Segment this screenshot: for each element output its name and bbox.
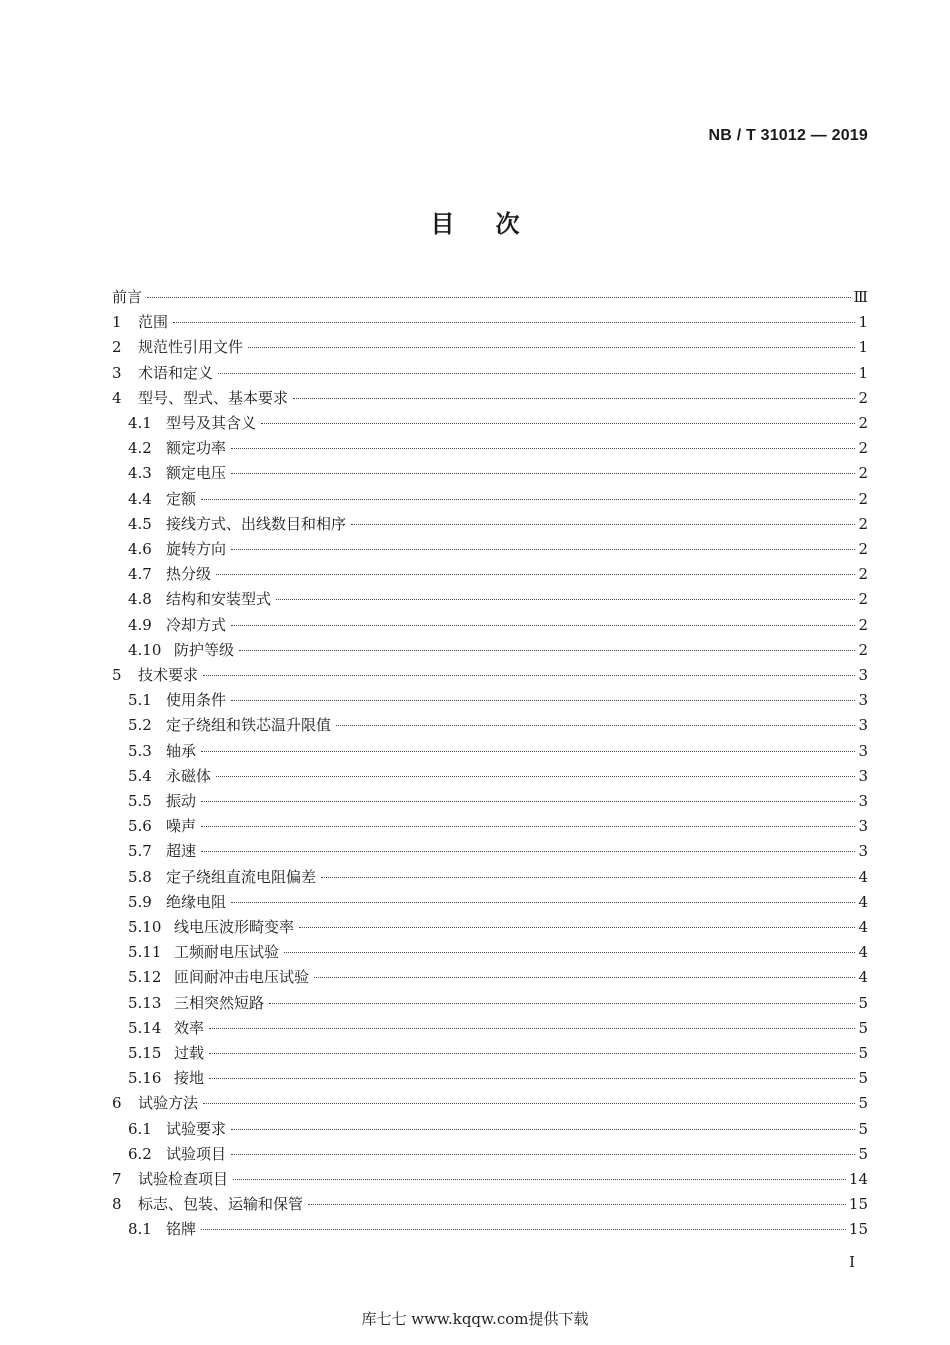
- toc-entry-page: 1: [858, 313, 868, 332]
- toc-entry-page: 4: [858, 892, 868, 911]
- title-char-1: 目: [430, 210, 455, 238]
- dot-leader: [308, 1204, 846, 1205]
- toc-entry-number: 5.12: [128, 968, 162, 987]
- page-number: I: [849, 1253, 855, 1271]
- dot-leader: [203, 1103, 855, 1104]
- dot-leader: [218, 373, 855, 374]
- toc-entry-label: 振动: [166, 792, 197, 810]
- toc-entry-label: 试验要求: [166, 1119, 227, 1138]
- dot-leader: [293, 398, 855, 399]
- toc-entry-label: 接地: [174, 1069, 205, 1088]
- toc-entry-number: 8: [112, 1195, 122, 1214]
- toc-entry-label: 三相突然短路: [174, 993, 265, 1012]
- dot-leader: [233, 1179, 846, 1180]
- toc-entry[interactable]: [0, 1066, 950, 1091]
- toc-entry-label: 轴承: [166, 741, 197, 760]
- toc-entry-page: 2: [858, 615, 868, 634]
- toc-entry-label: 线电压波形畸变率: [174, 918, 295, 936]
- toc-entry[interactable]: [0, 663, 950, 688]
- dot-leader: [173, 322, 855, 323]
- toc-entry-page: 3: [858, 741, 868, 760]
- dot-leader: [321, 877, 855, 878]
- toc-entry[interactable]: [0, 940, 950, 965]
- toc-entry[interactable]: [0, 411, 950, 436]
- toc-entry[interactable]: [0, 461, 950, 486]
- dot-leader: [203, 675, 855, 676]
- toc-entry[interactable]: [0, 839, 950, 864]
- toc-entry-label: 绝缘电阻: [166, 892, 227, 911]
- toc-entry-label: 工频耐电压试验: [174, 943, 280, 962]
- toc-entry-page: 15: [848, 1195, 868, 1214]
- toc-entry[interactable]: [0, 310, 950, 335]
- toc-entry[interactable]: [0, 1217, 950, 1242]
- dot-leader: [231, 700, 855, 701]
- toc-entry-number: 5: [112, 666, 122, 684]
- toc-entry-number: 4.8: [128, 590, 152, 609]
- toc-entry-label: 结构和安装型式: [166, 590, 272, 609]
- toc-entry-number: 4.3: [128, 464, 152, 483]
- toc-entry[interactable]: [0, 487, 950, 512]
- toc-entry[interactable]: [0, 688, 950, 713]
- toc-entry-page: 2: [858, 414, 868, 432]
- dot-leader: [201, 751, 855, 752]
- dot-leader: [216, 776, 855, 777]
- toc-entry-label: 额定功率: [166, 439, 227, 458]
- toc-entry-page: 5: [858, 1018, 868, 1037]
- toc-entry[interactable]: [0, 512, 950, 537]
- toc-entry-label: 匝间耐冲击电压试验: [174, 968, 310, 987]
- toc-entry[interactable]: [0, 890, 950, 915]
- toc-entry-number: 4.6: [128, 540, 152, 558]
- toc-entry-label: 定子绕组直流电阻偏差: [166, 867, 317, 886]
- toc-entry-label: 过载: [174, 1044, 205, 1062]
- toc-entry-page: 4: [858, 968, 868, 987]
- toc-entry-page: 5: [858, 1069, 868, 1088]
- toc-entry-page: 3: [858, 792, 868, 810]
- toc-entry[interactable]: [0, 386, 950, 411]
- toc-entry[interactable]: [0, 638, 950, 663]
- toc-entry[interactable]: [0, 1117, 950, 1142]
- dot-leader: [284, 952, 855, 953]
- toc-entry-number: 4.10: [128, 640, 162, 659]
- dot-leader: [201, 851, 855, 852]
- page-title: [0, 204, 950, 239]
- toc-entry-page: 2: [858, 439, 868, 458]
- toc-entry-number: 6.1: [128, 1119, 152, 1138]
- toc-entry-label: 试验项目: [166, 1144, 227, 1163]
- toc-entry-page: 2: [858, 489, 868, 508]
- toc-entry-label: 使用条件: [166, 691, 227, 710]
- toc-entry-label: 额定电压: [166, 464, 227, 483]
- toc-entry-number: 5.6: [128, 817, 152, 836]
- toc-entry-number: 5.11: [128, 943, 162, 962]
- toc-entry[interactable]: [0, 285, 950, 310]
- toc-entry-number: 4.9: [128, 615, 152, 634]
- dot-leader: [248, 347, 855, 348]
- toc-entry-number: 8.1: [128, 1220, 152, 1239]
- toc-entry-label: 型号及其含义: [166, 414, 257, 432]
- toc-entry-label: 效率: [174, 1018, 205, 1037]
- toc-entry-page: 5: [858, 1144, 868, 1163]
- toc-entry-number: 4.1: [128, 414, 152, 432]
- toc-entry[interactable]: [0, 1192, 950, 1217]
- toc-entry-page: 2: [858, 590, 868, 609]
- toc-entry-page: 1: [858, 363, 868, 382]
- toc-entry-label: 永磁体: [166, 766, 212, 785]
- toc-entry-number: 5.8: [128, 867, 152, 886]
- toc-entry[interactable]: [0, 1016, 950, 1041]
- toc-entry[interactable]: [0, 739, 950, 764]
- dot-leader: [231, 625, 855, 626]
- toc-entry[interactable]: [0, 1167, 950, 1192]
- toc-entry-number: 2: [112, 338, 122, 357]
- watermark-text: 库七七 www.kqqw.com提供下载: [361, 1310, 589, 1328]
- toc-entry-number: 5.4: [128, 766, 152, 785]
- toc-entry-page: 2: [858, 540, 868, 558]
- toc-entry-number: 5.9: [128, 892, 152, 911]
- toc-entry-page: 3: [858, 766, 868, 785]
- toc-entry-number: 4.5: [128, 514, 152, 533]
- toc-entry[interactable]: [0, 764, 950, 789]
- toc-entry-page: 2: [858, 388, 868, 407]
- toc-entry[interactable]: [0, 436, 950, 461]
- dot-leader: [201, 1229, 846, 1230]
- toc-entry[interactable]: [0, 713, 950, 738]
- toc-entry[interactable]: [0, 1041, 950, 1066]
- toc-entry[interactable]: [0, 1091, 950, 1116]
- title-char-2: 次: [495, 210, 520, 238]
- toc-entry-label: 铭牌: [166, 1220, 197, 1239]
- toc-entry-page: 3: [858, 716, 868, 735]
- toc-entry-page: 15: [848, 1220, 868, 1239]
- dot-leader: [201, 499, 855, 500]
- toc-entry-number: 4: [112, 388, 122, 407]
- toc-entry-page: 2: [858, 464, 868, 483]
- toc-entry[interactable]: [0, 587, 950, 612]
- toc-entry-number: 4.7: [128, 565, 152, 584]
- toc-entry-page: 3: [858, 842, 868, 861]
- toc-entry[interactable]: [0, 865, 950, 890]
- toc-entry-page: 4: [858, 943, 868, 962]
- toc-entry-page: 5: [858, 1119, 868, 1138]
- toc-entry-number: 4.4: [128, 489, 152, 508]
- toc-entry-number: 5.5: [128, 792, 152, 810]
- dot-leader: [209, 1078, 855, 1079]
- dot-leader: [231, 1154, 855, 1155]
- toc-entry-number: 5.7: [128, 842, 152, 861]
- dot-leader: [336, 725, 855, 726]
- toc-entry-page: 14: [848, 1170, 868, 1188]
- toc-entry-page: 5: [858, 1094, 868, 1113]
- toc-entry-label: 噪声: [166, 817, 197, 836]
- toc-entry-label: 冷却方式: [166, 615, 227, 634]
- dot-leader: [314, 977, 855, 978]
- toc-entry-label: 前言: [112, 288, 143, 306]
- dot-leader: [269, 1003, 855, 1004]
- standard-code: NB / T 31012 — 2019: [708, 127, 868, 144]
- toc-entry-page: 3: [858, 691, 868, 710]
- toc-entry[interactable]: [0, 361, 950, 386]
- toc-entry[interactable]: [0, 335, 950, 360]
- toc-entry-page: 2: [858, 514, 868, 533]
- toc-entry-page: 3: [858, 666, 868, 684]
- toc-entry-number: 5.10: [128, 918, 162, 936]
- dot-leader: [201, 826, 855, 827]
- dot-leader: [351, 524, 855, 525]
- toc-entry-page: 5: [858, 1044, 868, 1062]
- toc-entry[interactable]: [0, 537, 950, 562]
- toc-entry-page: Ⅲ: [853, 288, 868, 306]
- dot-leader: [239, 650, 855, 651]
- toc-entry-number: 5.13: [128, 993, 162, 1012]
- dot-leader: [231, 1129, 855, 1130]
- toc-entry-label: 试验方法: [138, 1094, 199, 1113]
- toc-entry[interactable]: [0, 613, 950, 638]
- dot-leader: [209, 1053, 855, 1054]
- dot-leader: [276, 599, 855, 600]
- toc-entry-page: 2: [858, 640, 868, 659]
- toc-entry-label: 定子绕组和铁芯温升限值: [166, 716, 332, 735]
- toc-entry-label: 型号、型式、基本要求: [138, 388, 289, 407]
- toc-entry[interactable]: [0, 1142, 950, 1167]
- toc-entry-number: 5.14: [128, 1018, 162, 1037]
- toc-entry-label: 试验检查项目: [138, 1170, 229, 1188]
- toc-entry-number: 5.3: [128, 741, 152, 760]
- toc-entry-label: 定额: [166, 489, 197, 508]
- dot-leader: [231, 902, 855, 903]
- toc-entry[interactable]: [0, 562, 950, 587]
- toc-entry[interactable]: [0, 915, 950, 940]
- dot-leader: [201, 801, 855, 802]
- dot-leader: [231, 448, 855, 449]
- toc-entry-number: 4.2: [128, 439, 152, 458]
- dot-leader: [147, 297, 851, 298]
- toc-entry-page: 5: [858, 993, 868, 1012]
- toc-entry-label: 旋转方向: [166, 540, 227, 558]
- toc-entry-label: 术语和定义: [138, 363, 214, 382]
- toc-entry-number: 6: [112, 1094, 122, 1113]
- toc-entry-label: 技术要求: [138, 666, 199, 684]
- toc-entry-label: 防护等级: [174, 640, 235, 659]
- toc-entry-number: 3: [112, 363, 122, 382]
- toc-entry[interactable]: [0, 789, 950, 814]
- toc-entry-number: 5.15: [128, 1044, 162, 1062]
- dot-leader: [299, 927, 855, 928]
- dot-leader: [261, 423, 855, 424]
- toc-entry-label: 规范性引用文件: [138, 338, 244, 357]
- toc-entry-number: 7: [112, 1170, 122, 1188]
- toc-entry-label: 超速: [166, 842, 197, 861]
- dot-leader: [231, 473, 855, 474]
- toc-entry-label: 接线方式、出线数目和相序: [166, 514, 347, 533]
- toc-entry-page: 4: [858, 867, 868, 886]
- toc-entry-page: 4: [858, 918, 868, 936]
- toc-entry-number: 5.2: [128, 716, 152, 735]
- toc-entry[interactable]: [0, 814, 950, 839]
- toc-entry-label: 标志、包装、运输和保管: [138, 1195, 304, 1214]
- toc-entry-label: 范围: [138, 313, 169, 332]
- toc-entry[interactable]: [0, 991, 950, 1016]
- toc-entry-label: 热分级: [166, 565, 212, 584]
- dot-leader: [216, 574, 855, 575]
- toc-entry-page: 3: [858, 817, 868, 836]
- toc-entry-page: 2: [858, 565, 868, 584]
- toc-entry-number: 5.1: [128, 691, 152, 710]
- dot-leader: [209, 1028, 855, 1029]
- dot-leader: [231, 549, 855, 550]
- toc-entry[interactable]: [0, 965, 950, 990]
- toc-entry-number: 5.16: [128, 1069, 162, 1088]
- toc-entry-number: 6.2: [128, 1144, 152, 1163]
- toc-entry-page: 1: [858, 338, 868, 357]
- toc-entry-number: 1: [112, 313, 122, 332]
